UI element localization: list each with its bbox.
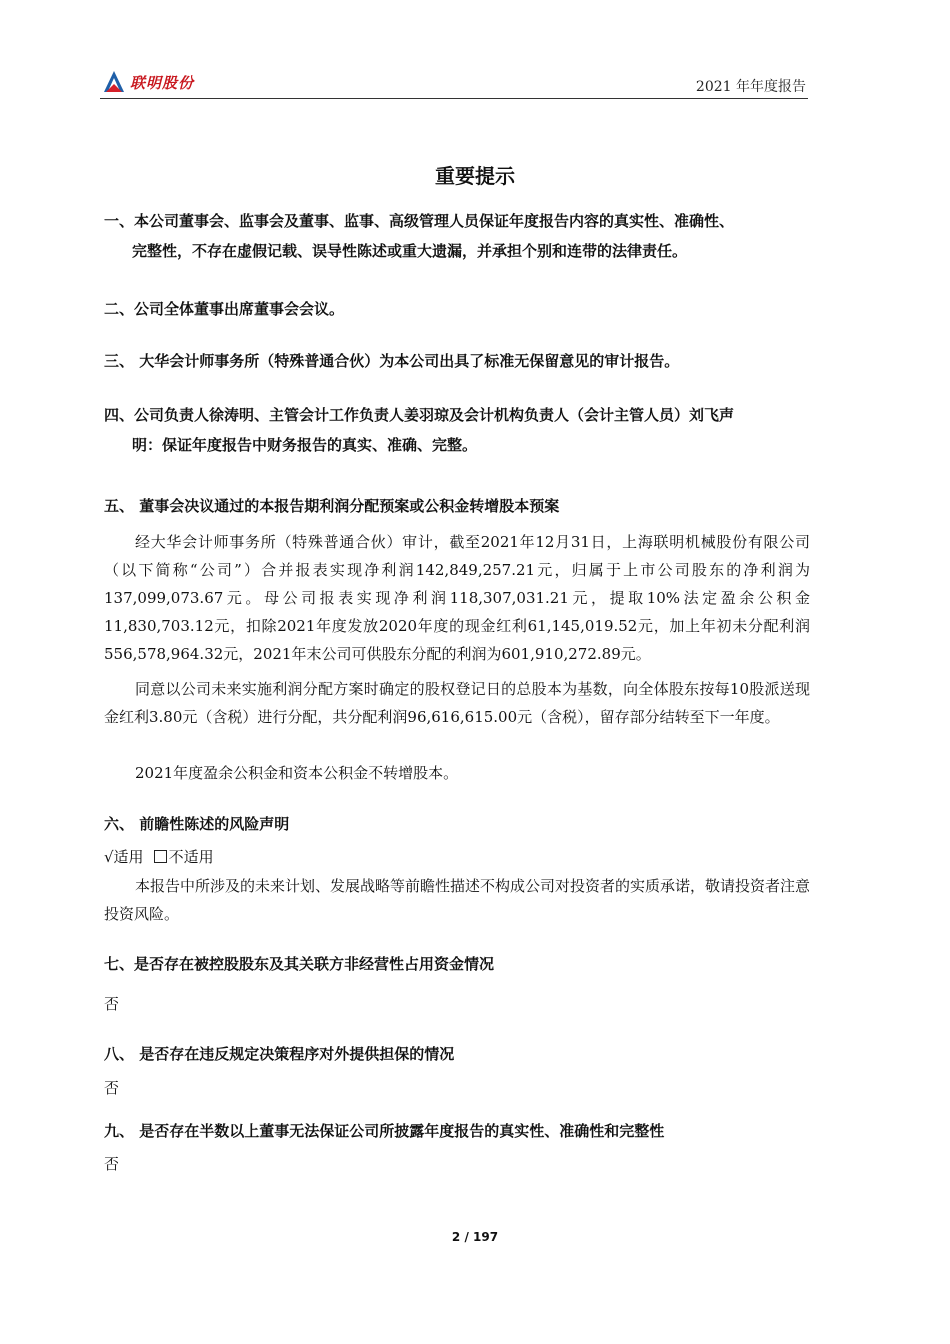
forward-looking-statement: 本报告中所涉及的未来计划、发展战略等前瞻性描述不构成公司对投资者的实质承诺，敬请投资者注意投资风险。 — [104, 877, 811, 923]
applicable-option: √适用 — [104, 848, 144, 866]
item-continuation: 完整性，不存在虚假记载、误导性陈述或重大遗漏，并承担个别和连带的法律责任。 — [132, 242, 688, 260]
logo-mark-icon — [102, 70, 126, 94]
page-number: 2 / 197 — [451, 1230, 499, 1244]
item-number: 六、 — [104, 815, 135, 833]
item-text: 本公司董事会、监事会及董事、监事、高级管理人员保证年度报告内容的真实性、准确性、 — [134, 212, 735, 230]
item-text: 公司全体董事出席董事会会议。 — [134, 300, 345, 318]
answer-8: 否 — [104, 1079, 120, 1097]
item-9 — [104, 1116, 810, 1146]
not-applicable-option: 不适用 — [168, 848, 214, 866]
item-4 — [104, 400, 810, 460]
item-text: 是否存在违反规定决策程序对外提供担保的情况 — [134, 1045, 455, 1063]
item-number: 七、 — [104, 955, 135, 973]
item-8 — [104, 1039, 810, 1069]
item-number: 九、 — [104, 1122, 135, 1140]
item-7 — [104, 949, 810, 979]
item-text: 公司负责人徐涛明、主管会计工作负责人姜羽琼及会计机构负责人（会计主管人员）刘飞声 — [134, 406, 735, 424]
company-logo — [102, 70, 194, 94]
item-number: 三、 — [104, 352, 135, 370]
answer-9: 否 — [104, 1155, 120, 1173]
logo-text: 联明股份 — [130, 73, 195, 92]
item-2 — [104, 294, 810, 324]
item-5 — [104, 491, 810, 521]
item-number: 二、 — [104, 300, 135, 318]
item-text: 董事会决议通过的本报告期利润分配预案或公积金转增股本预案 — [134, 497, 560, 515]
item-3 — [104, 346, 810, 376]
item-text: 前瞻性陈述的风险声明 — [134, 815, 290, 833]
item-text: 大华会计师事务所（特殊普通合伙）为本公司出具了标准无保留意见的审计报告。 — [134, 352, 680, 370]
page-header — [100, 66, 808, 99]
item-number: 五、 — [104, 497, 135, 515]
answer-7: 否 — [104, 995, 120, 1013]
item-6 — [104, 809, 810, 839]
item-text: 是否存在半数以上董事无法保证公司所披露年度报告的真实性、准确性和完整性 — [134, 1122, 665, 1140]
applicability-options — [104, 846, 214, 867]
item-number: 八、 — [104, 1045, 135, 1063]
report-title: 2021 年年度报告 — [695, 79, 806, 95]
reserve-paragraph: 2021年度盈余公积金和资本公积金不转增股本。 — [135, 764, 459, 782]
page-title: 重要提示 — [435, 164, 515, 188]
item-continuation: 明：保证年度报告中财务报告的真实、准确、完整。 — [132, 436, 478, 454]
dividend-paragraph: 同意以公司未来实施利润分配方案时确定的股权登记日的总股本为基数，向全体股东按每10股派送现金红利3.80元（含税）进行分配，共分配利润96,616,615.00元（含税），留存部分结转至下一年度。 — [104, 680, 810, 726]
item-text: 是否存在被控股股东及其关联方非经营性占用资金情况 — [134, 955, 495, 973]
item-1 — [104, 206, 810, 266]
item-number: 一、 — [104, 212, 135, 230]
profit-distribution-paragraph: 经大华会计师事务所（特殊普通合伙）审计，截至2021年12月31日，上海联明机械股份有限公司（以下简称“公司”）合并报表实现净利润142,849,257.21元，归属于上市公司股东的净利润为137,099,073.67元。母公司报表实现净利润118,307,031.21元，提取10%法定盈余公积金11,830,703.12元，扣除2021年度发放2020年度的现金红利61,145,019.52元，加上年初未分配利润556,578,964.32元，2021年末公司可供股东分配的利润为601,910,272.89元。 — [104, 533, 810, 663]
item-number: 四、 — [104, 406, 135, 424]
checkbox-icon — [154, 850, 167, 863]
